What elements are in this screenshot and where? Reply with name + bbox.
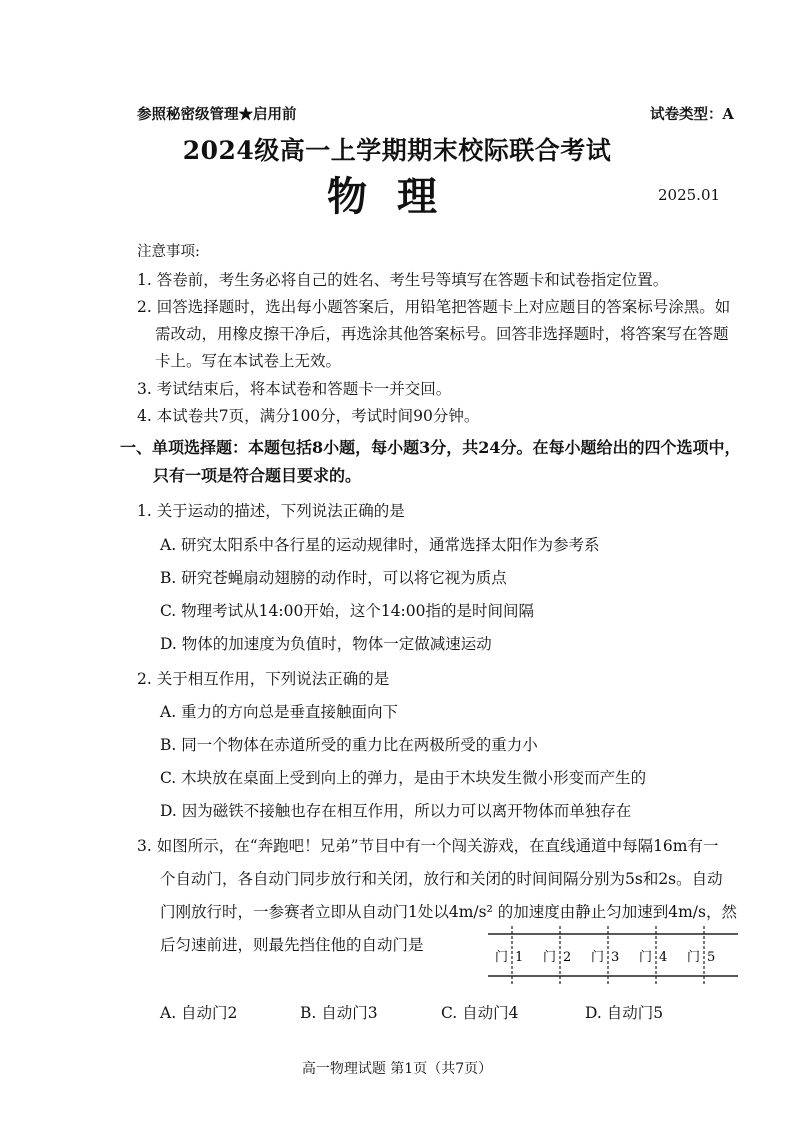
subject-title: 物理 bbox=[327, 173, 467, 220]
notice-item-2-line3: 卡上。写在本试卷上无效。 bbox=[155, 352, 342, 370]
question-3-option-b: B. 自动门3 bbox=[300, 1004, 378, 1022]
door-3-label: 门 bbox=[591, 950, 605, 965]
question-2-option-b: B. 同一个物体在赤道所受的重力比在两极所受的重力小 bbox=[160, 736, 538, 754]
exam-date: 2025.01 bbox=[658, 186, 721, 204]
notice-item-3: 3. 考试结束后，将本试卷和答题卡一并交回。 bbox=[137, 380, 452, 398]
question-1-option-c: C. 物理考试从14:00开始，这个14:00指的是时间间隔 bbox=[160, 602, 534, 620]
door-5-number: 5 bbox=[707, 950, 716, 965]
question-2-stem: 2. 关于相互作用，下列说法正确的是 bbox=[137, 670, 390, 688]
notice-heading: 注意事项: bbox=[137, 244, 200, 260]
door-4-label: 门 bbox=[639, 950, 653, 965]
question-2-option-c: C. 木块放在桌面上受到向上的弹力，是由于木块发生微小形变而产生的 bbox=[160, 769, 647, 787]
question-3-stem-line2: 个自动门，各自动门同步放行和关闭，放行和关闭的时间间隔分别为5s和2s。自动 bbox=[160, 870, 723, 888]
question-3-option-a: A. 自动门2 bbox=[160, 1004, 238, 1022]
door-5-label: 门 bbox=[687, 950, 701, 965]
section-1-heading-line2: 只有一项是符合题目要求的。 bbox=[153, 466, 362, 485]
door-3-number: 3 bbox=[611, 950, 620, 965]
section-1-heading-line1: 一、单项选择题：本题包括8小题，每小题3分，共24分。在每小题给出的四个选项中， bbox=[120, 438, 741, 457]
question-3-option-d: D. 自动门5 bbox=[585, 1004, 664, 1022]
door-4-number: 4 bbox=[659, 950, 668, 965]
question-3-door-figure bbox=[488, 926, 740, 986]
notice-item-4: 4. 本试卷共7页，满分100分，考试时间90分钟。 bbox=[137, 407, 480, 425]
door-1-number: 1 bbox=[515, 950, 524, 965]
paper-type-label: 试卷类型：A bbox=[650, 106, 734, 123]
question-1-option-b: B. 研究苍蝇扇动翅膀的动作时，可以将它视为质点 bbox=[160, 569, 507, 587]
door-2-number: 2 bbox=[563, 950, 572, 965]
exam-title: 2024级高一上学期期末校际联合考试 bbox=[182, 136, 612, 165]
notice-item-2-line1: 2. 回答选择题时，选出每小题答案后，用铅笔把答题卡上对应题目的答案标号涂黑。如 bbox=[137, 298, 731, 316]
page-footer: 高一物理试题 第1页（共7页） bbox=[301, 1061, 493, 1077]
question-1-option-d: D. 物体的加速度为负值时，物体一定做减速运动 bbox=[160, 635, 492, 653]
question-3-stem-line4: 后匀速前进，则最先挡住他的自动门是 bbox=[160, 936, 424, 954]
question-3-stem-line3: 门刚放行时，一参赛者立即从自动门1处以4m/s² 的加速度由静止匀加速到4m/s，然 bbox=[160, 903, 737, 921]
door-2-label: 门 bbox=[543, 950, 557, 965]
notice-item-1: 1. 答卷前，考生务必将自己的姓名、考生号等填写在答题卡和试卷指定位置。 bbox=[137, 271, 669, 289]
question-3-stem-line1: 3. 如图所示，在“奔跑吧！兄弟”节目中有一个闯关游戏，在直线通道中每隔16m有一 bbox=[137, 837, 719, 855]
question-2-option-d: D. 因为磁铁不接触也存在相互作用，所以力可以离开物体而单独存在 bbox=[160, 802, 632, 820]
question-1-stem: 1. 关于运动的描述，下列说法正确的是 bbox=[137, 502, 405, 520]
question-1-option-a: A. 研究太阳系中各行星的运动规律时，通常选择太阳作为参考系 bbox=[160, 536, 600, 554]
question-3-option-c: C. 自动门4 bbox=[441, 1004, 519, 1022]
notice-item-2-line2: 需改动，用橡皮擦干净后，再选涂其他答案标号。回答非选择题时，将答案写在答题 bbox=[155, 325, 729, 343]
door-1-label: 门 bbox=[495, 950, 509, 965]
security-label: 参照秘密级管理★启用前 bbox=[137, 106, 297, 123]
question-2-option-a: A. 重力的方向总是垂直接触面向下 bbox=[160, 703, 399, 721]
